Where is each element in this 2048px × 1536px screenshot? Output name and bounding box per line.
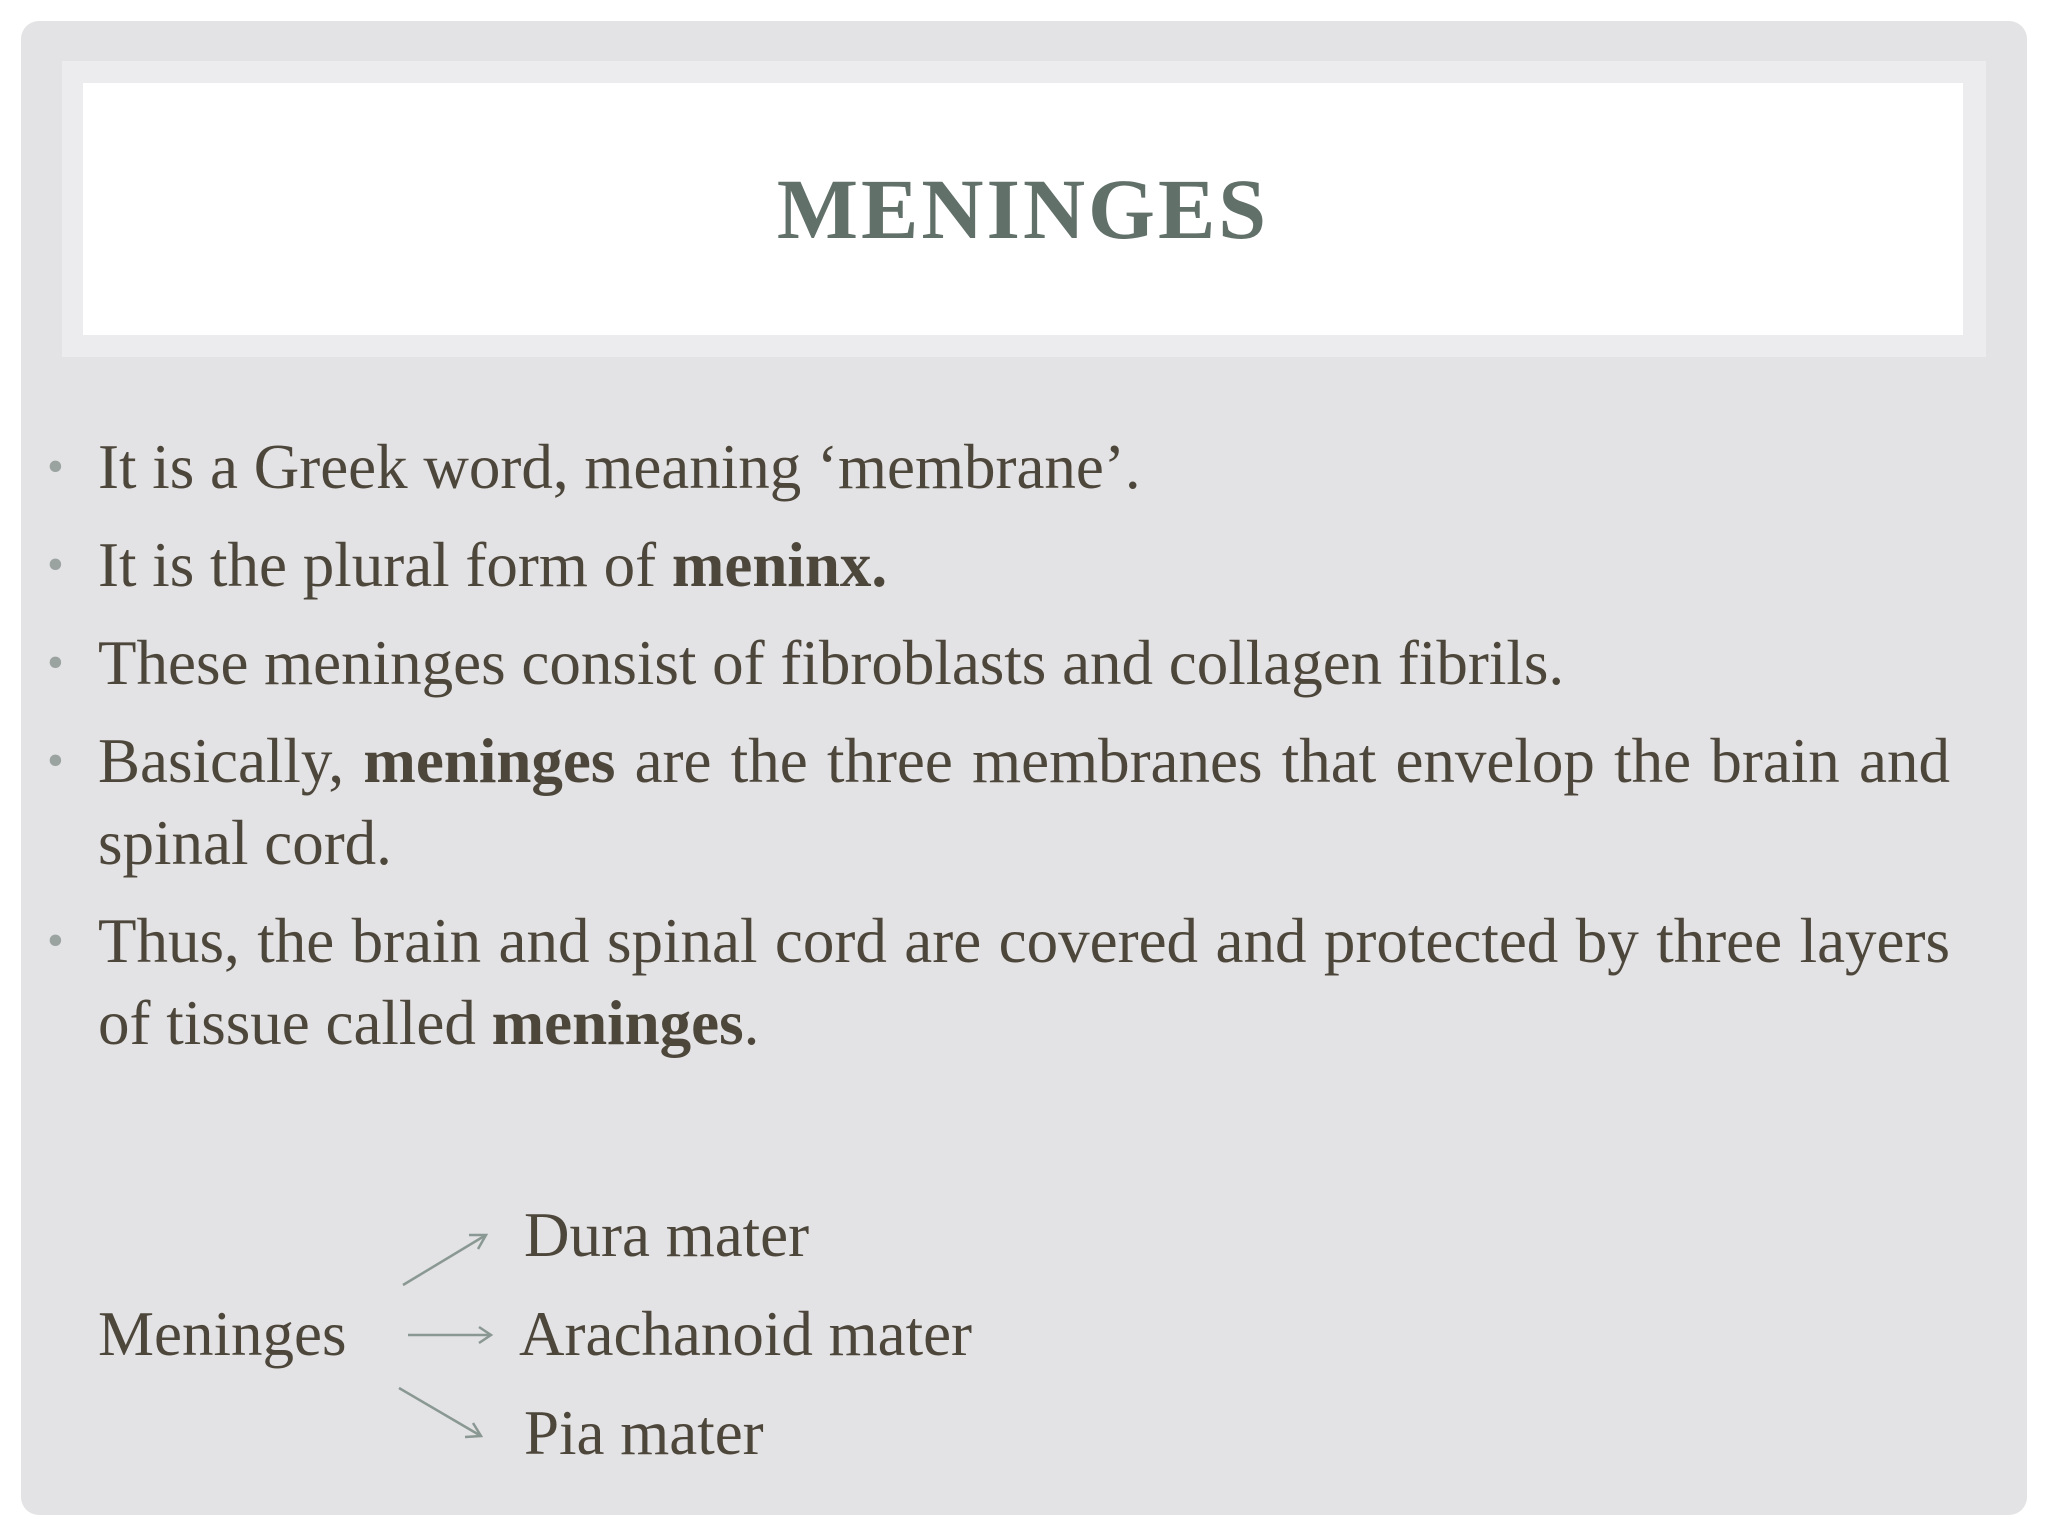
slide — [21, 21, 2027, 1515]
bullet-item — [21, 622, 1950, 704]
bullet-item — [21, 720, 1950, 884]
bullet-text: These meninges consist of fibroblasts and collagen fibrils. — [98, 628, 1565, 698]
bullet-text: It is the plural form of — [98, 530, 672, 600]
bullet-text: are the three membranes that envelop the brain and spinal cord. — [98, 726, 1950, 878]
bullet-marker: • — [47, 734, 64, 787]
slide-title: MENINGES — [776, 161, 1270, 257]
arrow-to-dura — [403, 1235, 486, 1285]
bullet-bold-text: meninx. — [671, 530, 888, 600]
diagram-branch-dura: Dura mater — [524, 1200, 810, 1270]
bullet-bold-text: meninges — [363, 726, 616, 796]
diagram-branch-pia: Pia mater — [524, 1398, 764, 1468]
bullet-text: Basically, — [98, 726, 364, 796]
title-box — [83, 83, 1963, 335]
bullet-bold-text: meninges — [491, 988, 744, 1058]
diagram-branch-arachnoid: Arachanoid mater — [519, 1299, 973, 1369]
bullet-item — [21, 426, 1950, 508]
bullet-marker: • — [47, 538, 64, 591]
bullet-text: . — [743, 988, 760, 1058]
bullet-text: Thus, the brain and spinal cord are covered and protected by three layers of tissue called — [98, 906, 1950, 1058]
bullet-marker: • — [47, 914, 64, 967]
meninges-diagram — [21, 1191, 1121, 1491]
bullet-item — [21, 524, 1950, 606]
arrow-to-pia — [399, 1388, 481, 1437]
bullet-list — [21, 426, 2027, 1080]
bullet-marker: • — [47, 636, 64, 689]
bullet-marker: • — [47, 440, 64, 493]
bullet-item — [21, 900, 1950, 1064]
arrow-to-arachnoid — [408, 1327, 491, 1343]
diagram-root-label: Meninges — [98, 1299, 347, 1369]
bullet-text: It is a Greek word, meaning ‘membrane’. — [98, 432, 1141, 502]
